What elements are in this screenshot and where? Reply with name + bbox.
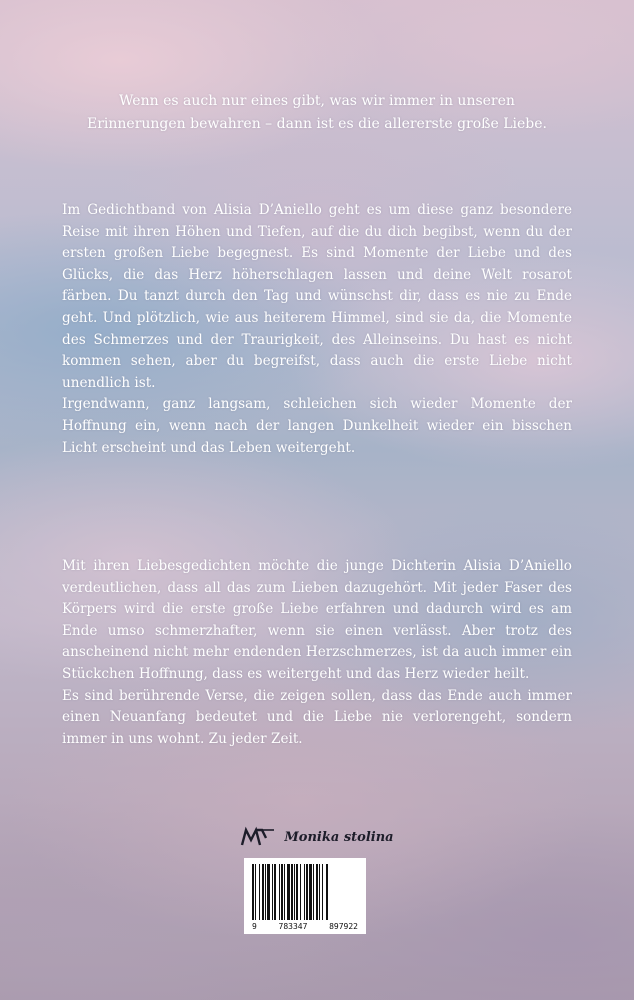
barcode-digits	[250, 922, 360, 931]
barcode-bar	[274, 864, 276, 920]
barcode-bar	[300, 864, 301, 920]
block2-paragraph-1: Mit ihren Liebesgedichten möchte die junge Dichterin Alisia D’Aniello verdeutlichen, dass all das zum Lieben dazugehört. Mit jeder Faser des Körpers wird die erste große Liebe erfahren und dadurch wird es am Ende umso schmerzhafter, wenn sie einen verlässt. Aber trotz des anscheinend nicht mehr endenden Herzschmerzes, ist da auch immer ein Stückchen Hoffnung, dass es weitergeht und das Herz wieder heilt.	[62, 558, 572, 682]
barcode-bar	[279, 864, 280, 920]
isbn-barcode	[244, 858, 366, 934]
barcode-bar	[313, 864, 314, 920]
barcode-bar	[294, 864, 295, 920]
barcode-lead-digit: 9	[252, 922, 257, 931]
barcode-bar	[281, 864, 283, 920]
barcode-bar	[267, 864, 270, 920]
publisher-logo-icon	[240, 826, 276, 848]
barcode-bar	[291, 864, 293, 920]
barcode-bar	[319, 864, 320, 920]
description-block-2	[62, 556, 572, 750]
barcode-bar	[262, 864, 264, 920]
block1-paragraph-2: Irgendwann, ganz langsam, schleichen sich wieder Momente der Hoffnung ein, wenn nach der langen Dunkelheit wieder ein bisschen Licht erscheint und das Leben weitergeht.	[62, 396, 572, 456]
barcode-bar	[309, 864, 312, 920]
barcode-bar	[326, 864, 328, 920]
barcode-bar	[322, 864, 323, 920]
barcode-bar	[252, 864, 254, 920]
barcode-bar	[296, 864, 298, 920]
barcode-bars	[250, 864, 360, 920]
barcode-bar	[272, 864, 273, 920]
publisher-name: Monika stolina	[284, 829, 394, 845]
barcode-bar	[306, 864, 308, 920]
barcode-bar	[287, 864, 290, 920]
barcode-bar	[304, 864, 305, 920]
barcode-group-1: 783347	[278, 922, 308, 931]
barcode-bar	[259, 864, 260, 920]
barcode-bar	[265, 864, 266, 920]
intro-text	[70, 90, 564, 136]
intro-paragraph: Wenn es auch nur eines gibt, was wir immer in unseren Erinnerungen bewahren – dann ist es die allererste große Liebe.	[87, 93, 547, 132]
barcode-bar	[255, 864, 256, 920]
barcode-group-2: 897922	[329, 922, 358, 931]
barcode-bar	[316, 864, 318, 920]
block1-paragraph-1: Im Gedichtband von Alisia D’Aniello geht es um diese ganz besondere Reise mit ihren Höhen und Tiefen, auf die du dich begibst, wenn du der ersten großen Liebe begegnest. Es sind Momente der Liebe und des Glücks, die das Herz höherschlagen lassen und deine Welt rosarot färben. Du tanzt durch den Tag und wünschst dir, dass es nie zu Ende geht. Und plötzlich, wie aus heiterem Himmel, sind sie da, die Momente des Schmerzes und der Traurigkeit, des Alleinseins. Du hast es nicht kommen sehen, aber du begreifst, dass auch die erste Liebe nicht unendlich ist.	[62, 202, 572, 391]
block2-paragraph-2: Es sind berührende Verse, die zeigen sollen, dass das Ende auch immer einen Neuanfang bedeutet und die Liebe nie verlorengeht, sondern immer in uns wohnt. Zu jeder Zeit.	[62, 687, 572, 747]
barcode-bar	[284, 864, 285, 920]
publisher-imprint	[0, 826, 634, 848]
description-block-1	[62, 200, 572, 459]
